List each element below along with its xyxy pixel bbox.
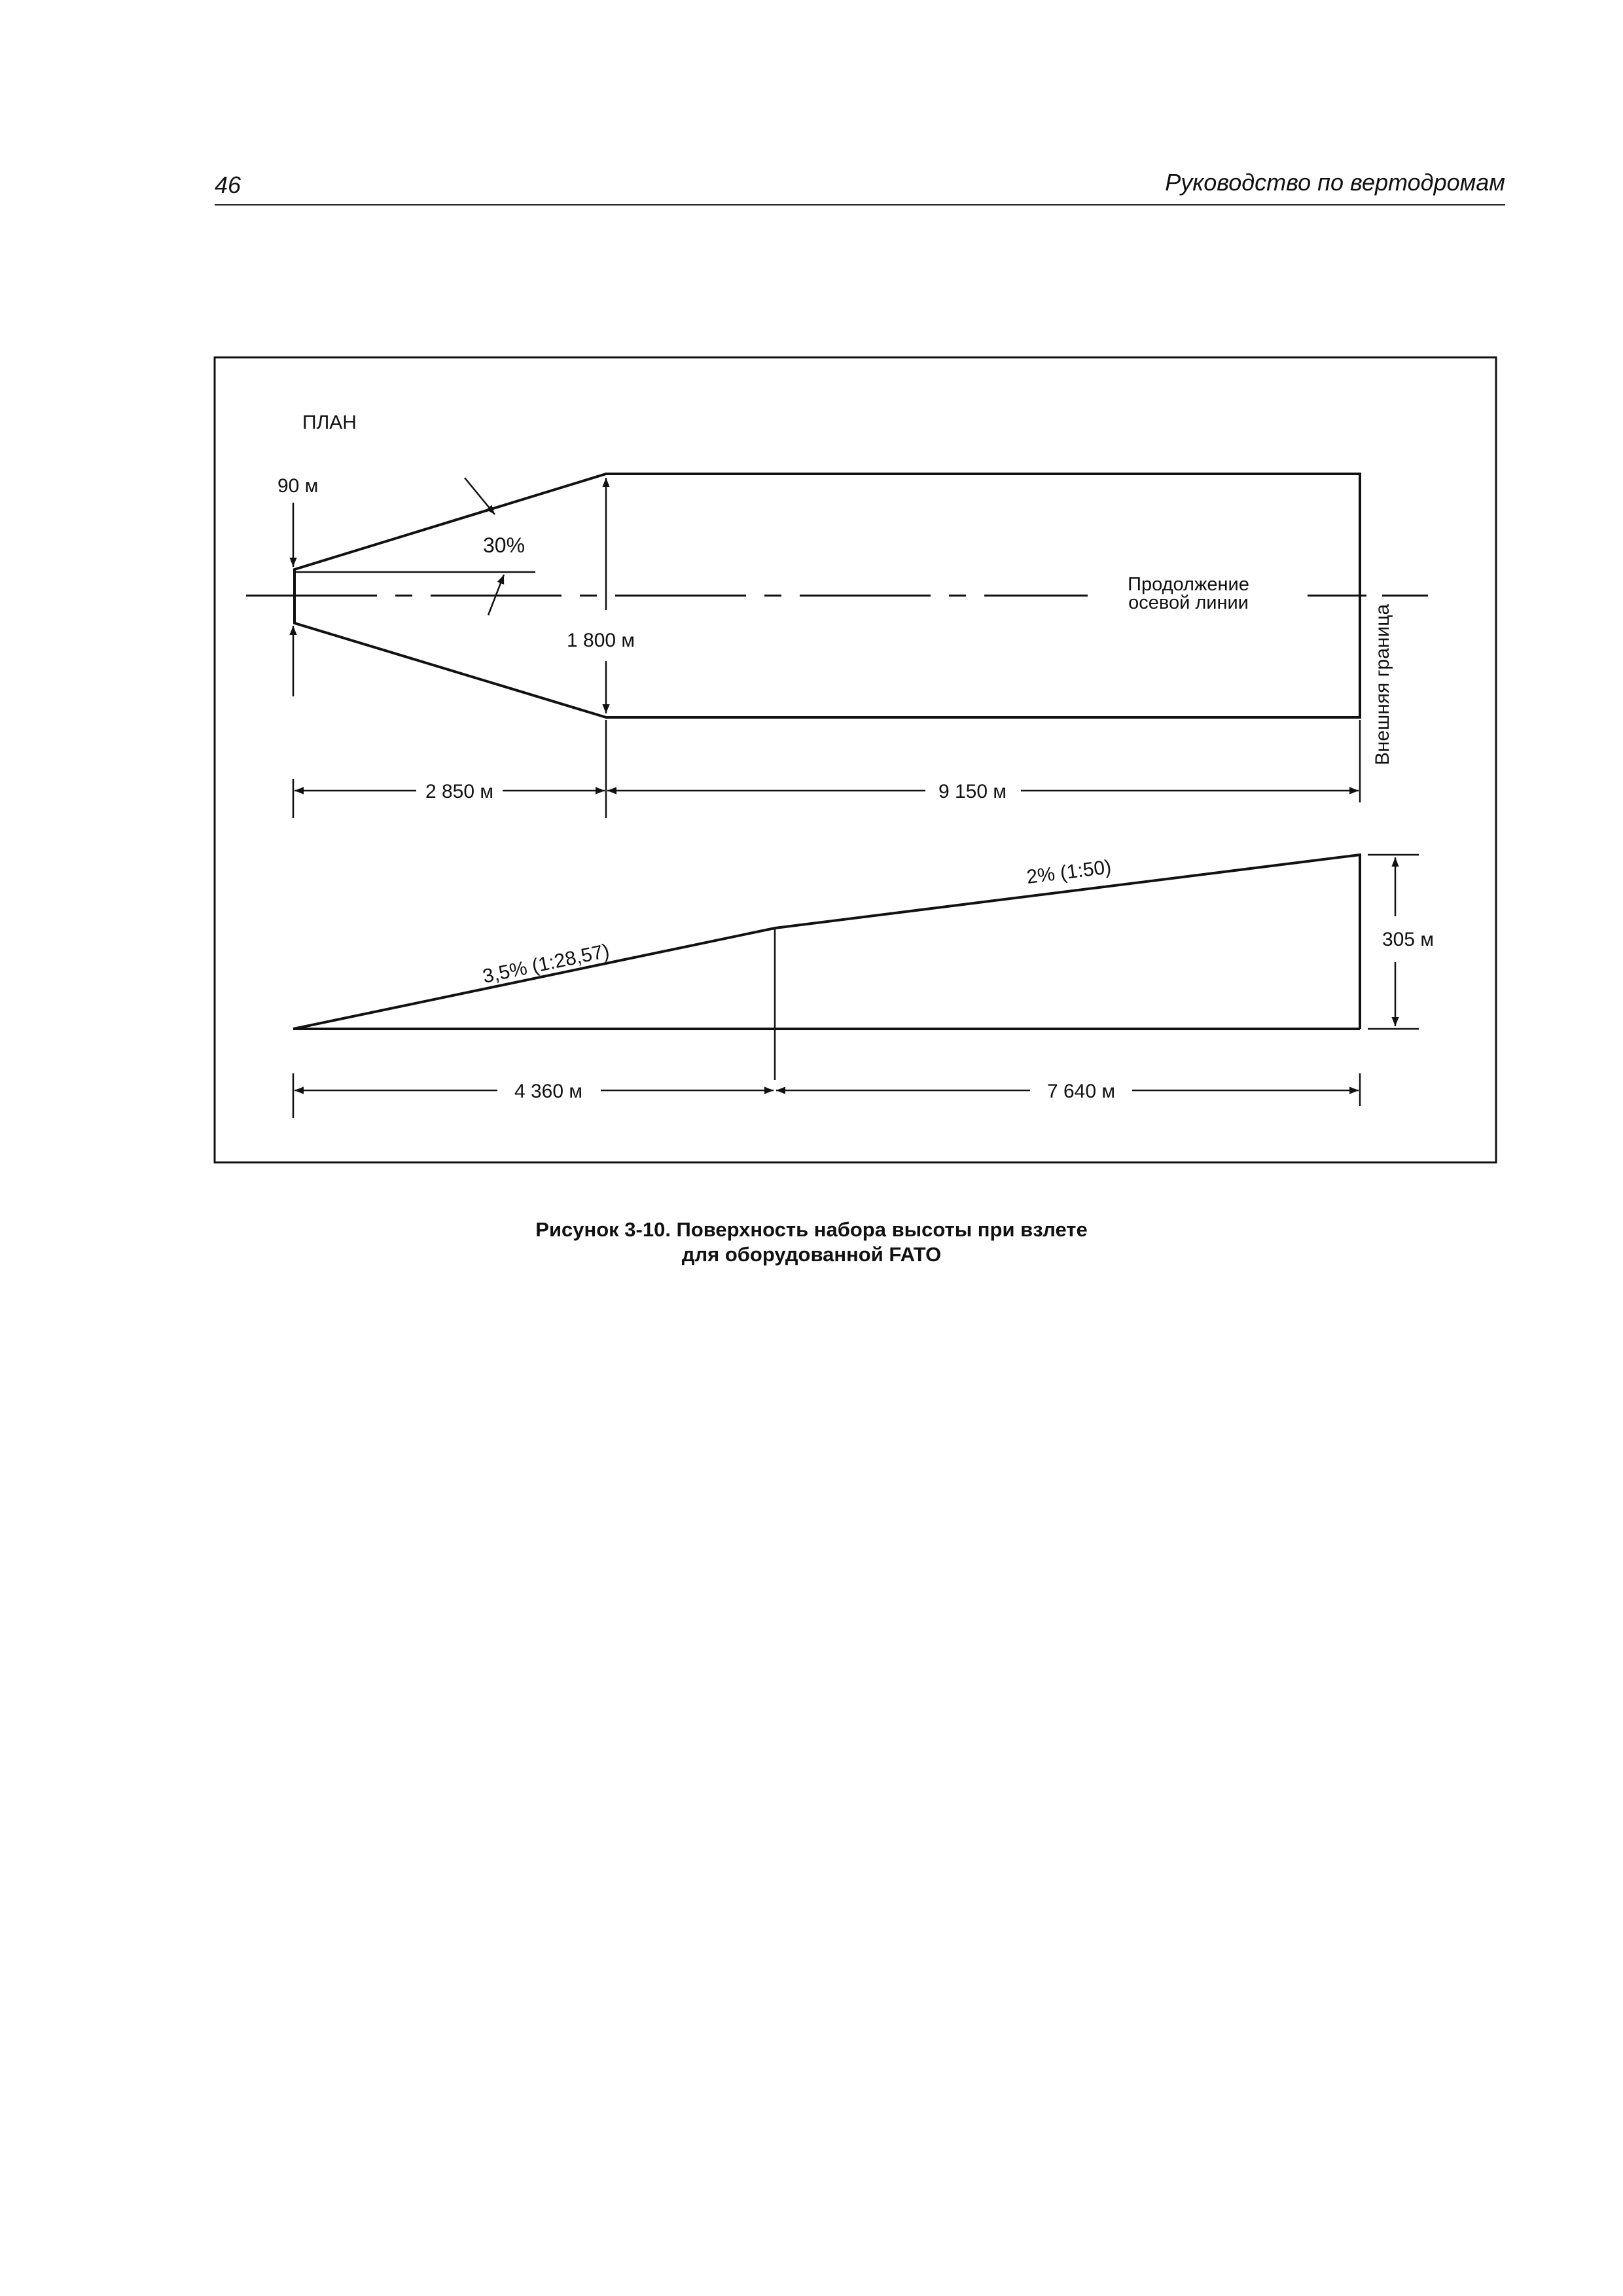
figure-frame [215, 357, 1496, 1162]
figure-caption-line1: Рисунок 3-10. Поверхность набора высоты при взлете [535, 1218, 1088, 1241]
running-header: Руководство по вертодромам [1165, 169, 1505, 196]
plan-section1-length: 2 850 м [425, 781, 494, 802]
divergence-label: 30% [483, 533, 526, 557]
profile-height-label: 305 м [1382, 929, 1435, 950]
profile-slope2-label: 2% (1:50) [1025, 856, 1113, 888]
figure-caption-line2: для оборудованной FATO [681, 1243, 942, 1266]
outer-width-label: 1 800 м [567, 630, 635, 651]
divergence-leader-upper [465, 478, 495, 514]
inner-width-label: 90 м [277, 475, 319, 497]
page-number: 46 [215, 171, 241, 198]
outer-edge-label: Внешняя граница [1372, 603, 1393, 766]
profile-slope-line [293, 855, 1360, 1029]
centerline-label-line2: осевой линии [1128, 592, 1249, 613]
profile-section1-length: 4 360 м [514, 1081, 583, 1102]
plan-section2-length: 9 150 м [938, 781, 1007, 802]
profile-slope1-label: 3,5% (1:28,57) [480, 940, 612, 988]
centerline-label-line1: Продолжение [1128, 574, 1249, 595]
plan-label: ПЛАН [302, 412, 357, 433]
profile-section2-length: 7 640 м [1046, 1081, 1116, 1102]
